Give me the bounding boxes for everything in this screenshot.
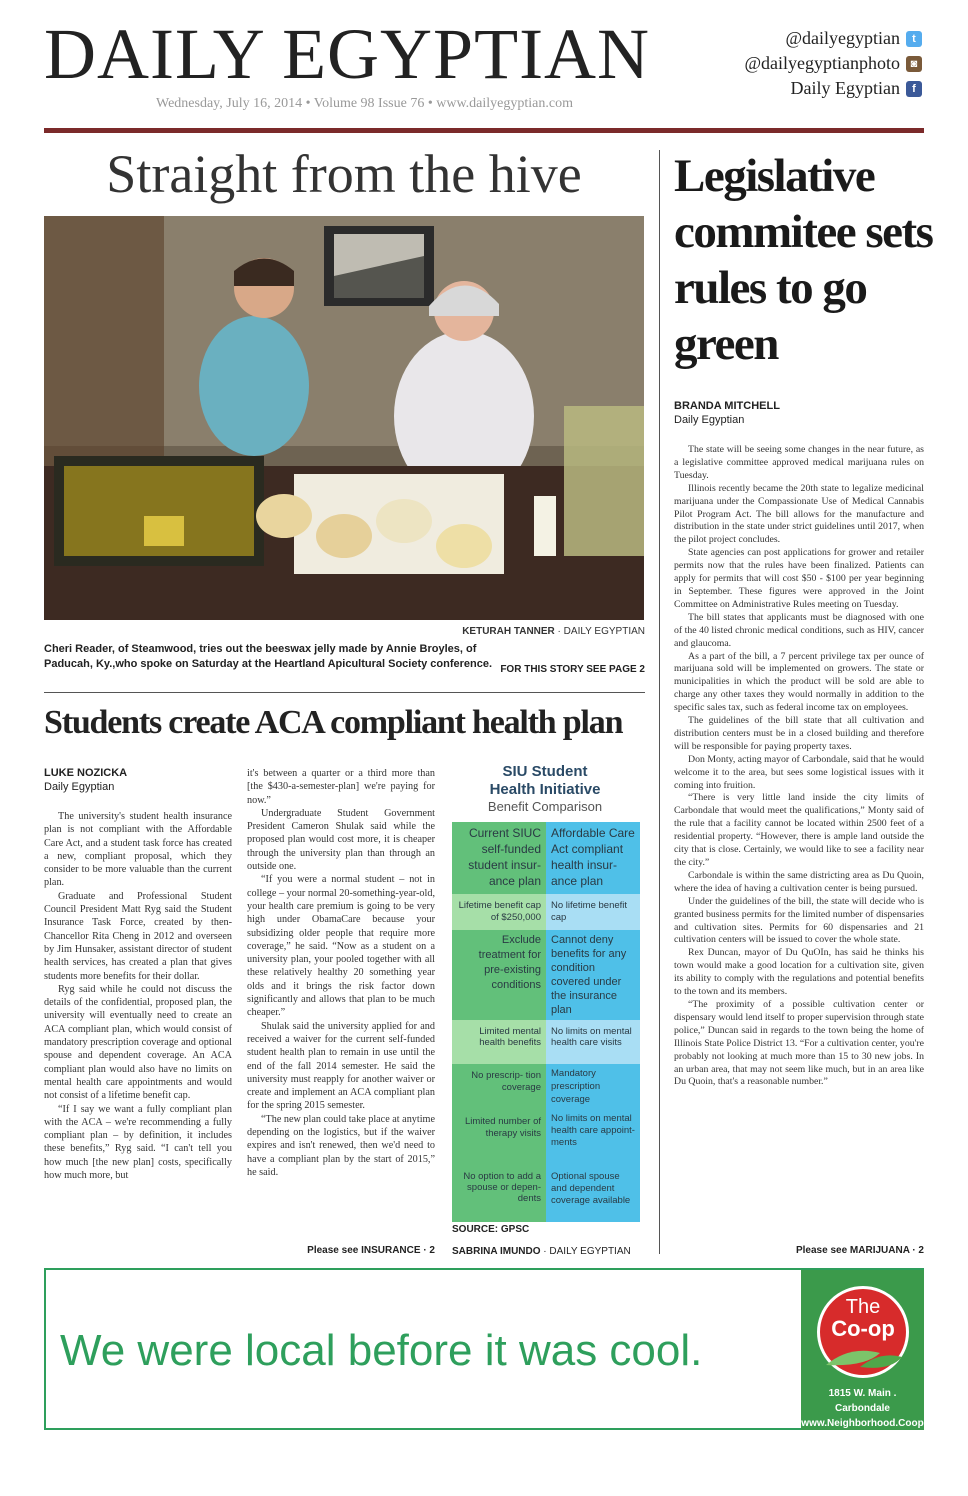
siuc-plan-cell: Lifetime benefit cap of $250,000 [452, 894, 546, 930]
masthead-rule [44, 128, 924, 133]
twitter-icon: t [906, 31, 922, 47]
aca-author: LUKE NOZICKA [44, 767, 128, 779]
coop-logo-line2: Co-op [831, 1316, 895, 1341]
aca-paragraph: “The new plan could take place at anytime depending on the logistics, but if the waiver expires and isn't renewed, then we'd need to have a compliant plan by the start of 2015,” he said. [247, 1113, 435, 1178]
aca-jump-link[interactable]: Please see INSURANCE · 2 [307, 1245, 435, 1256]
comparison-row [452, 1110, 640, 1168]
facebook-icon: f [906, 81, 922, 97]
aca-paragraph: Ryg said while he could not discuss the details of the confidential, proposed plan, the university will eventually need to create an ACA compliant plan, which would consist of mandatory prescription coverage and optional spouse and dependent coverage. An ACA compliant plan would also have no limits on mental health care appointments and would not consist of a lifetime benefit cap. [44, 983, 232, 1102]
legislative-outlet: Daily Egyptian [674, 414, 745, 426]
legislative-column [674, 444, 924, 1089]
social-links [744, 26, 922, 101]
lead-see-page[interactable]: FOR THIS STORY SEE PAGE 2 [500, 664, 645, 675]
comparison-row [452, 930, 640, 1020]
aca-paragraph: Graduate and Professional Student Council President Matt Ryg said the Student Insurance Task Force, created by then-Chancellor Rita Cheng in 2012 and overseen by Jim Hunsaker, assistant director of student health services, has created a plan that gives students more benefits for their dollar. [44, 890, 232, 982]
siuc-plan-cell: No option to add a spouse or depen- dents [452, 1168, 546, 1222]
aca-paragraph: it's between a quarter or a third more than [the $430-a-semester-plan] we're paying for now.” [247, 768, 435, 806]
siuc-plan-cell: Current SIUC self-funded student insur- ance plan [452, 822, 546, 894]
aca-plan-cell: No limits on mental health care visits [546, 1020, 640, 1064]
twitter-handle[interactable]: @dailyegyptian [785, 28, 900, 48]
legislative-paragraph: Carbondale is within the same districting area as Du Quoin, where the idea of having a cultivation center is being pursued. [674, 869, 924, 894]
comparison-row [452, 1064, 640, 1110]
infographic-title [450, 763, 640, 815]
infographic-subtitle: Benefit Comparison [487, 799, 603, 814]
coop-logo-panel[interactable] [801, 1270, 924, 1430]
infographic-title-line1: SIU Student [502, 763, 588, 780]
aca-plan-cell: Cannot deny benefits for any condition covered under the insurance plan [546, 930, 640, 1020]
lead-headline: Straight from the hive [106, 144, 582, 204]
leaf-icon [820, 1343, 906, 1373]
legislative-jump-link[interactable]: Please see MARIJUANA · 2 [795, 1245, 924, 1256]
aca-plan-cell: No lifetime benefit cap [546, 894, 640, 930]
instagram-icon: ◙ [906, 56, 922, 72]
siuc-plan-cell: Limited mental health benefits [452, 1020, 546, 1064]
aca-plan-cell: Affordable Care Act compliant health insur- ance plan [546, 822, 640, 894]
lead-photo [44, 216, 644, 620]
photo-credit-name: KETURAH TANNER [462, 626, 555, 637]
masthead-title: DAILY EGYPTIAN [44, 14, 651, 94]
infographic-credit-name: SABRINA IMUNDO [452, 1246, 541, 1257]
infographic-source: SOURCE: GPSC [452, 1224, 530, 1235]
section-divider [44, 692, 645, 693]
coop-logo-line1: The [845, 1296, 881, 1318]
siuc-plan-cell: Limited number of therapy visits [452, 1110, 546, 1168]
aca-plan-cell: Mandatory prescription coverage [546, 1064, 640, 1110]
siuc-plan-cell: No prescrip- tion coverage [452, 1064, 546, 1110]
legislative-paragraph: “There is very little land inside the city limits of Carbondale that would meet the qualifications,” Monty said of the rule that a facility cannot be located within 2500 feet of a residential property. “However, there is ample land outside the city that is close. Certainly, we would like to see a facility near the city.” [674, 792, 924, 868]
legislative-paragraph: “The proximity of a possible cultivation center or dispensary would lend itself to proper supervision through state police,” Duncan said in regards to the town being the home of Illinois State Police District 13. “For a cultivation center, you're probably not looking at much more than 15 to 30 new jobs. In an urban area, that may not seem like much, but in an area like Du Quoin, that's a reasonable number.” [674, 998, 924, 1088]
legislative-paragraph: The guidelines of the bill state that all cultivation and distribution centers must be in a closed building and therefore will be responsible for paying property taxes. [674, 715, 924, 752]
legislative-headline: Legislative commitee sets rules to go green [674, 150, 933, 370]
social-instagram[interactable] [744, 51, 922, 76]
siuc-plan-cell: Exclude treatment for pre-existing conditions [452, 930, 546, 1020]
beekeepers-photo-illustration [44, 216, 644, 620]
aca-paragraph: Shulak said the university applied for and received a waiver for the current self-funded student health plan to remain in use until the end of the fall 2014 semester. He said the university must reapply for another waiver or create and implement an ACA compliant plan for the spring 2015 semester. [247, 1020, 435, 1112]
photo-credit: KETURAH TANNER · DAILY EGYPTIAN [462, 626, 645, 637]
aca-plan-cell: No limits on mental health care appoint- ments [546, 1110, 640, 1168]
aca-paragraph: The university's student health insurance plan is not compliant with the Affordable Care Act, and a student task force has created a new, compliant proposal, which they consider to be more valuable than the current plan. [44, 811, 232, 889]
legislative-paragraph: Rex Duncan, mayor of Du QuOIn, has said he thinks his town would make a good location for a cultivation site, given its ability to comply with the regulations and potential benefits to the town and its members. [674, 947, 924, 998]
coop-website[interactable]: www.Neighborhood.Coop [801, 1418, 924, 1429]
infographic-title-line2: Health Initiative [489, 781, 601, 798]
legislative-paragraph: The bill states that applicants must be diagnosed with one of the 40 listed chronic medical conditions, such as HIV, cancer and glaucoma. [674, 611, 924, 649]
legislative-paragraph: Don Monty, acting mayor of Carbondale, said that he would welcome it to the area, but sees some logistical issues with it coming into fruition. [674, 753, 924, 791]
aca-paragraph: “If you were a normal student – not in college – your normal 20-something-year-old, your health care premium is going to be very high under ObamaCare because your subsidizing older people that require more coverage,” he said. “Now as a student on a university plan, your pooled together with all these relatively healthy 20 something year olds and it brings the risk factor down significantly and allows that plan to be much cheaper.” [247, 874, 435, 1019]
aca-plan-cell: Optional spouse and dependent coverage available [546, 1168, 640, 1222]
column-divider [659, 150, 660, 1254]
comparison-row [452, 1168, 640, 1222]
legislative-paragraph: As a part of the bill, a 7 percent privilege tax per ounce of marijuana sold will be implemented on growers. The state or municipalities in which the product will be sold are able to charge any other taxes they would normally in addition to the specific sales tax, such as federal income tax on employees. [674, 650, 924, 714]
infographic-credit: SABRINA IMUNDO · DAILY EGYPTIAN [452, 1246, 631, 1257]
comparison-row [452, 822, 640, 894]
aca-paragraph: Undergraduate Student Government President Cameron Shulak said while the proposed plan would cost more, it is cheaper through the university plan than through an outside one. [247, 807, 435, 873]
photo-credit-org: DAILY EGYPTIAN [563, 626, 645, 637]
instagram-handle[interactable]: @dailyegyptianphoto [744, 53, 900, 73]
social-facebook[interactable] [744, 76, 922, 101]
aca-byline [44, 766, 127, 794]
comparison-row [452, 894, 640, 930]
legislative-paragraph: The state will be seeing some changes in the near future, as a legislative committee approved medical marijuana rules on Tuesday. [674, 444, 924, 481]
coop-logo [817, 1286, 909, 1378]
legislative-paragraph: Under the guidelines of the bill, the state will decide who is granted business permits for the limited number of dispensaries and cultivation sites. Permits for 60 dispensaries and 21 cultivation centers will be issued to cover the whole state. [674, 895, 924, 946]
legislative-paragraph: State agencies can post applications for grower and retailer permits now that the rules have been finalized. Patients can apply for permits that will cost $50 - $100 per year beginning in September. These figures were approved in the Joint Committee on Administrative Rules meeting on Tuesday. [674, 547, 924, 610]
coop-address: 1815 W. Main . Carbondale [828, 1388, 897, 1414]
benefit-comparison-table [452, 822, 640, 1222]
photo-cutline: Cheri Reader, of Steamwood, tries out the beeswax jelly made by Annie Broyles, of Paducah, Ky.,who spoke on Saturday at the Heartland Apicultural Society conference. [44, 643, 493, 670]
dateline: Wednesday, July 16, 2014 • Volume 98 Issue 76 • www.dailyegyptian.com [156, 96, 573, 111]
facebook-handle[interactable]: Daily Egyptian [790, 78, 900, 98]
coop-contact [801, 1386, 924, 1431]
social-twitter[interactable] [744, 26, 922, 51]
legislative-paragraph: Illinois recently became the 20th state to legalize medicinal marijuana under the Compassionate Use of Medical Cannabis Pilot Program Act. The bill allows for the manufacture and distribution in the state under strict guidelines until 2017, when the pilot project concludes. [674, 482, 924, 546]
aca-headline: Students create ACA compliant health plan [44, 704, 623, 741]
comparison-row [452, 1020, 640, 1064]
ad-slogan: We were local before it was cool. [60, 1326, 703, 1375]
aca-outlet: Daily Egyptian [44, 781, 115, 793]
aca-paragraph: “If I say we want a fully compliant plan with the ACA – we're recommending a fully compliant plan – by definition, it includes these benefits,” Ryg said. “I can't tell you how much [the new plan] costs, specifically how much more, but [44, 1103, 232, 1182]
legislative-author: BRANDA MITCHELL [674, 400, 780, 412]
legislative-byline [674, 399, 780, 427]
aca-column-2 [247, 767, 435, 1179]
infographic-credit-org: DAILY EGYPTIAN [549, 1246, 631, 1257]
aca-column-1 [44, 810, 232, 1182]
